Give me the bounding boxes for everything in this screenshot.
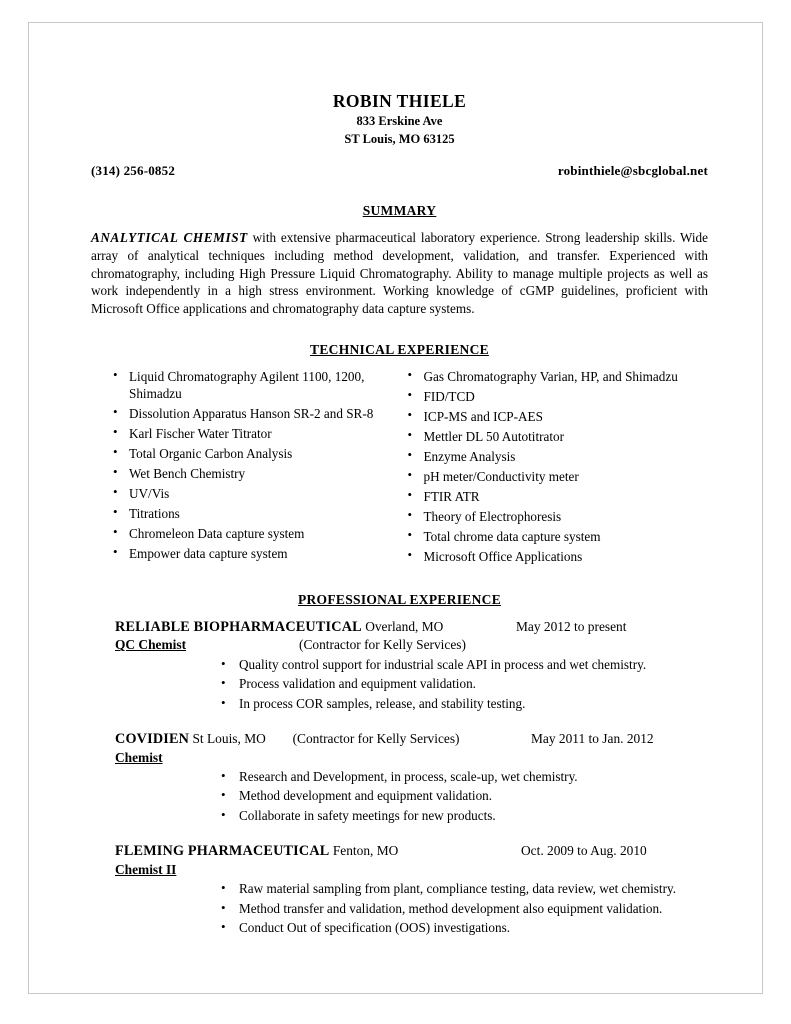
list-item: • ICP-MS and ICP-AES <box>408 408 709 425</box>
section-title-technical: TECHNICAL EXPERIENCE <box>310 341 489 357</box>
list-item: • UV/Vis <box>113 485 400 502</box>
list-item: • Dissolution Apparatus Hanson SR-2 and SR-8 <box>113 405 400 422</box>
list-item: • Liquid Chromatography Agilent 1100, 1200, Shimadzu <box>113 368 400 402</box>
job-title-row <box>91 636 708 653</box>
technical-columns <box>91 368 708 568</box>
technical-list-left <box>91 368 400 562</box>
job-title: Chemist II <box>115 861 177 877</box>
list-item: • Quality control support for industrial scale API in process and wet chemistry. <box>221 656 708 673</box>
list-item: • Mettler DL 50 Autotitrator <box>408 428 709 445</box>
job-dates: May 2011 to Jan. 2012 <box>531 731 654 747</box>
job-header <box>91 618 708 636</box>
list-item: • Total Organic Carbon Analysis <box>113 445 400 462</box>
job-dates: May 2012 to present <box>516 619 627 634</box>
job-bullet-list <box>91 656 708 712</box>
technical-column-right <box>400 368 709 568</box>
list-item: • Titrations <box>113 505 400 522</box>
list-item: • FID/TCD <box>408 388 709 405</box>
resume-content <box>91 91 708 938</box>
job-entry <box>91 618 708 712</box>
email-address: robinthiele@sbcglobal.net <box>557 163 708 179</box>
list-item: • Gas Chromatography Varian, HP, and Shimadzu <box>408 368 709 385</box>
list-item: • Total chrome data capture system <box>408 528 709 545</box>
list-item: • Microsoft Office Applications <box>408 548 709 565</box>
section-title-summary: SUMMARY <box>362 203 437 219</box>
list-item: • Raw material sampling from plant, compliance testing, data review, wet chemistry. <box>221 880 708 897</box>
list-item: • Method development and equipment validation. <box>221 787 708 804</box>
list-item: • Conduct Out of specification (OOS) investigations. <box>221 919 708 936</box>
job-company: RELIABLE BIOPHARMACEUTICAL <box>115 619 362 635</box>
list-item: • Chromeleon Data capture system <box>113 525 400 542</box>
job-location: Fenton, MO <box>332 843 399 859</box>
job-title-row <box>91 749 708 766</box>
job-title: Chemist <box>115 749 163 765</box>
job-company: COVIDIEN <box>115 731 190 748</box>
job-dates: Oct. 2009 to Aug. 2010 <box>521 843 647 859</box>
job-bullet-list <box>91 880 708 936</box>
list-item: • Empower data capture system <box>113 545 400 562</box>
job-location: Overland, MO <box>365 619 444 634</box>
list-item: • Collaborate in safety meetings for new products. <box>221 807 708 824</box>
list-item: • Method transfer and validation, method development also equipment validation. <box>221 900 708 917</box>
job-entry <box>91 842 708 936</box>
job-header <box>91 730 708 748</box>
resume-sheet <box>28 22 763 994</box>
job-header <box>91 842 708 860</box>
address-line-2: ST Louis, MO 63125 <box>344 131 455 146</box>
job-entry <box>91 730 708 824</box>
list-item: • Research and Development, in process, scale-up, wet chemistry. <box>221 768 708 785</box>
job-title: QC Chemist <box>115 637 187 653</box>
list-item: • Wet Bench Chemistry <box>113 465 400 482</box>
job-contract-note: (Contractor for Kelly Services) <box>299 637 466 653</box>
job-contract-note: (Contractor for Kelly Services) <box>292 731 460 747</box>
list-item: • Process validation and equipment validation. <box>221 675 708 692</box>
section-title-professional: PROFESSIONAL EXPERIENCE <box>297 592 502 607</box>
job-location: St Louis, MO <box>192 731 266 747</box>
job-company: FLEMING PHARMACEUTICAL <box>115 843 330 860</box>
summary-body: with extensive pharmaceutical laboratory experience. Strong leadership skills. Wide array of analytical techniques including method development, validation, and transfer. Experienced with chromatography, including High Pressure Liquid Chromatography. Ability to manage multiple projects as well as work independently in a high stress environment. Working knowledge of cGMP guidelines, proficient with Microsoft Office applications and chromatography data capture systems. <box>91 230 708 316</box>
list-item: • pH meter/Conductivity meter <box>408 468 709 485</box>
phone-number: (314) 256-0852 <box>91 163 176 179</box>
list-item: • In process COR samples, release, and stability testing. <box>221 695 708 712</box>
job-title-row <box>91 861 708 878</box>
address-line-1: 833 Erskine Ave <box>356 114 443 128</box>
job-bullet-list <box>91 768 708 824</box>
list-item: • Theory of Electrophoresis <box>408 508 709 525</box>
list-item: • Enzyme Analysis <box>408 448 709 465</box>
list-item: • FTIR ATR <box>408 488 709 505</box>
technical-column-left <box>91 368 400 568</box>
contact-row <box>91 163 708 179</box>
candidate-name: ROBIN THIELE <box>332 91 467 111</box>
technical-list-right <box>400 368 709 565</box>
list-item: • Karl Fischer Water Titrator <box>113 425 400 442</box>
summary-lead: ANALYTICAL CHEMIST <box>91 230 248 246</box>
summary-paragraph <box>91 229 708 317</box>
